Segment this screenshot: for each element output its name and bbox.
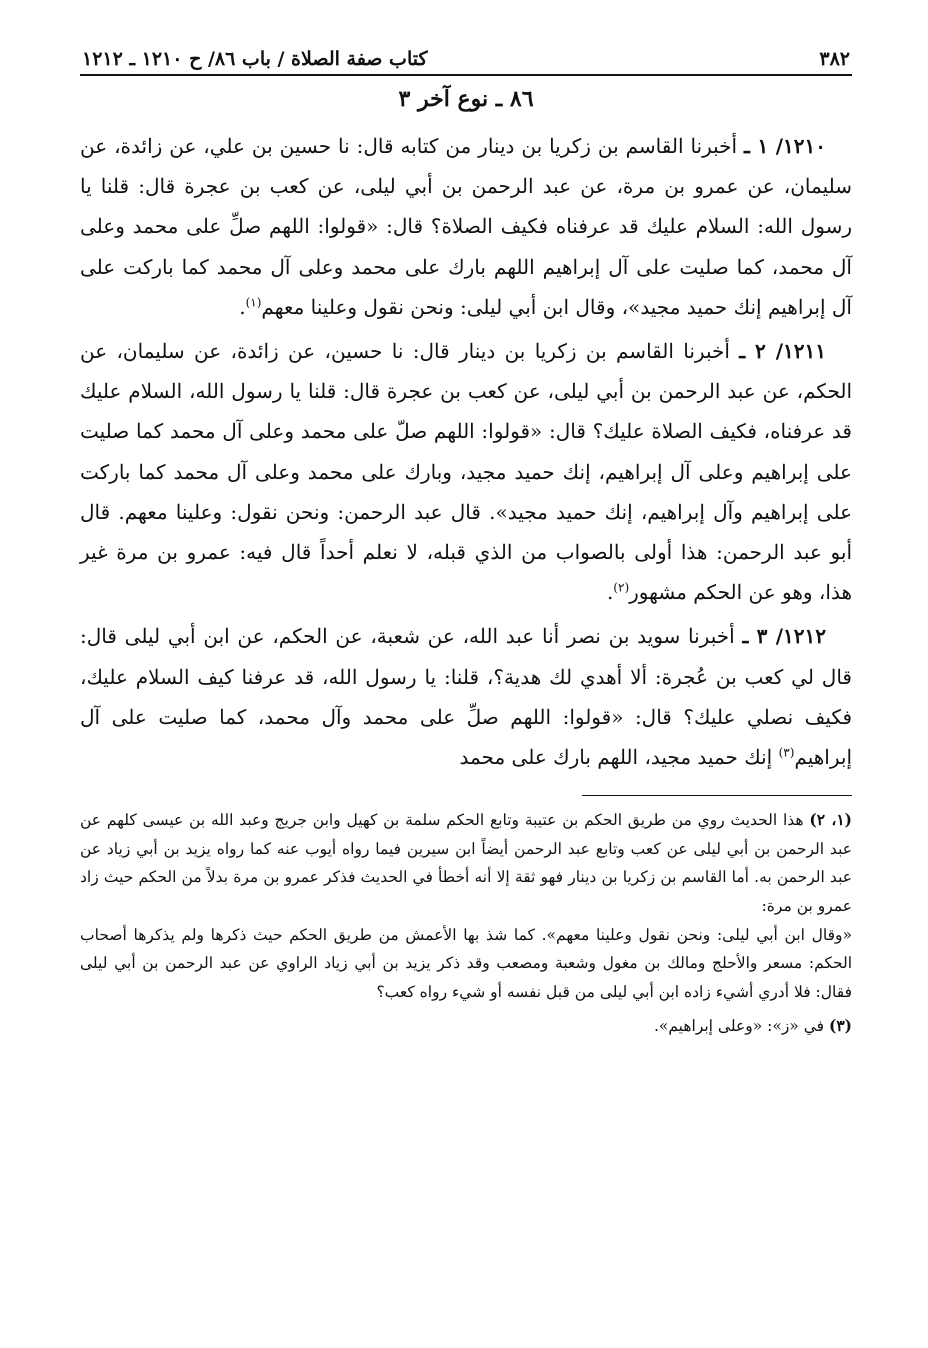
hadith-number: ١٢١٠/ ١ ـ bbox=[744, 134, 826, 158]
chapter-title: ٨٦ ـ نوع آخر ٣ bbox=[398, 86, 534, 112]
footnote-1-2-continued bbox=[80, 921, 852, 1007]
hadith-text: أخبرنا سويد بن نصر أنا عبد الله، عن شعبة، عن الحكم، عن ابن أبي ليلى قال: قال لي كعب بن عُجرة: ألا أهدي لك هدية؟، قلنا: يا رسول الله، قد عرفنا كيف السلام عليك، فكيف نصلي عليك؟ قال: «قولوا: اللهم صلِّ على محمد وآل محمد، كما صليت على آل إبراهيم bbox=[80, 624, 852, 770]
footnote-mark: (٣) bbox=[778, 745, 795, 760]
hadith-text: أخبرنا القاسم بن زكريا بن دينار قال: نا حسين، عن زائدة، عن سليمان، عن الحكم، عن عبد الرحمن بن أبي ليلى، عن كعب بن عجرة قال: قلنا يا رسول الله، السلام عليك قد عرفناه، فكيف الصلاة عليك؟ قال: «قولوا: اللهم صلّ على محمد وعلى آل محمد كما صليت على إبراهيم وعلى آل إبراهيم، إنك حميد مجيد، وبارك على محمد وعلى آل محمد كما باركت على إبراهيم وآل إبراهيم، إنك حميد مجيد». قال عبد الرحمن: ونحن نقول: وعلينا معهم. قال أبو عبد الرحمن: هذا أولى بالصواب من الذي قبله، لا نعلم أحداً قال فيه: عمرو بن مرة غير هذا، وهو عن الحكم مشهور bbox=[80, 339, 853, 605]
running-header bbox=[80, 48, 852, 76]
footnote-1-2 bbox=[80, 806, 852, 920]
hadith-number: ١٢١٢/ ٣ ـ bbox=[742, 624, 827, 649]
footnote-3 bbox=[80, 1012, 852, 1041]
page bbox=[80, 48, 852, 1041]
hadith-end: . bbox=[606, 580, 614, 605]
footnote-mark: (٣) bbox=[828, 1016, 852, 1036]
footnote-divider bbox=[582, 795, 852, 796]
hadith-1212 bbox=[80, 616, 852, 777]
hadith-end: . bbox=[239, 294, 246, 319]
footnote-text: هذا الحديث روي من طريق الحكم بن عتيبة وتابع الحكم سلمة بن كهيل وابن جريج وعبد الله بن عيسى كلهم عن عبد الرحمن بن أبي ليلى عن كعب وتابع عبد الرحمن أيضاً ابن سيرين فيما رواه أيوب عنه كما رواه يزيد بن أبي زياد عن عبد الرحمن به. أما القاسم بن زكريا بن دينار فهو ثقة إلا أنه أخطأ في الحديث فذكر عمرو بن مرة بدلاً من الحكم حيث زاد عمرو بن مرة: bbox=[80, 811, 852, 916]
hadith-1210 bbox=[80, 126, 852, 327]
footnote-text: «وقال ابن أبي ليلى: ونحن نقول وعلينا معهم». كما شذ بها الأعمش من طريق الحكم حيث ذكرها ولم يذكرها أصحاب الحكم: مسعر والأحلج ومالك بن مغول وشعبة ومصعب وقد ذكر يزيد بن أبي زياد الراوي عن عبد الرحمن بن أبي ليلى فقال: فلا أدري أشيء زاده ابن أبي ليلى من قبل نفسه أو شيء رواه كعب؟ bbox=[80, 925, 852, 1001]
running-title: كتاب صفة الصلاة / باب ٨٦/ ح ١٢١٠ ـ ١٢١٢ bbox=[82, 48, 428, 70]
hadith-number: ١٢١١/ ٢ ـ bbox=[739, 339, 826, 364]
hadith-text: أخبرنا القاسم بن زكريا بن دينار من كتابه قال: نا حسين بن علي، عن زائدة، عن سليمان، عن عمرو بن مرة، عن عبد الرحمن بن أبي ليلى، عن كعب بن عجرة قال: قلنا يا رسول الله: السلام عليك قد عرفناه فكيف الصلاة؟ قال: «قولوا: اللهم صلِّ على محمد وعلى آل محمد، كما صليت على آل إبراهيم اللهم بارك على محمد وعلى آل محمد كما باركت على آل إبراهيم إنك حميد مجيد»، وقال ابن أبي ليلى: ونحن نقول وعلينا معهم bbox=[80, 134, 852, 319]
page-number: ٣٨٢ bbox=[819, 48, 850, 70]
footnote-mark: (١، ٢) bbox=[809, 810, 852, 830]
hadith-1211 bbox=[80, 331, 852, 612]
footnote-mark: (٢) bbox=[613, 580, 630, 595]
hadith-end: إنك حميد مجيد، اللهم بارك على محمد bbox=[459, 745, 779, 770]
footnote-text: في «ز»: «وعلى إبراهيم». bbox=[653, 1017, 825, 1036]
footnote-mark: (١) bbox=[245, 295, 262, 310]
